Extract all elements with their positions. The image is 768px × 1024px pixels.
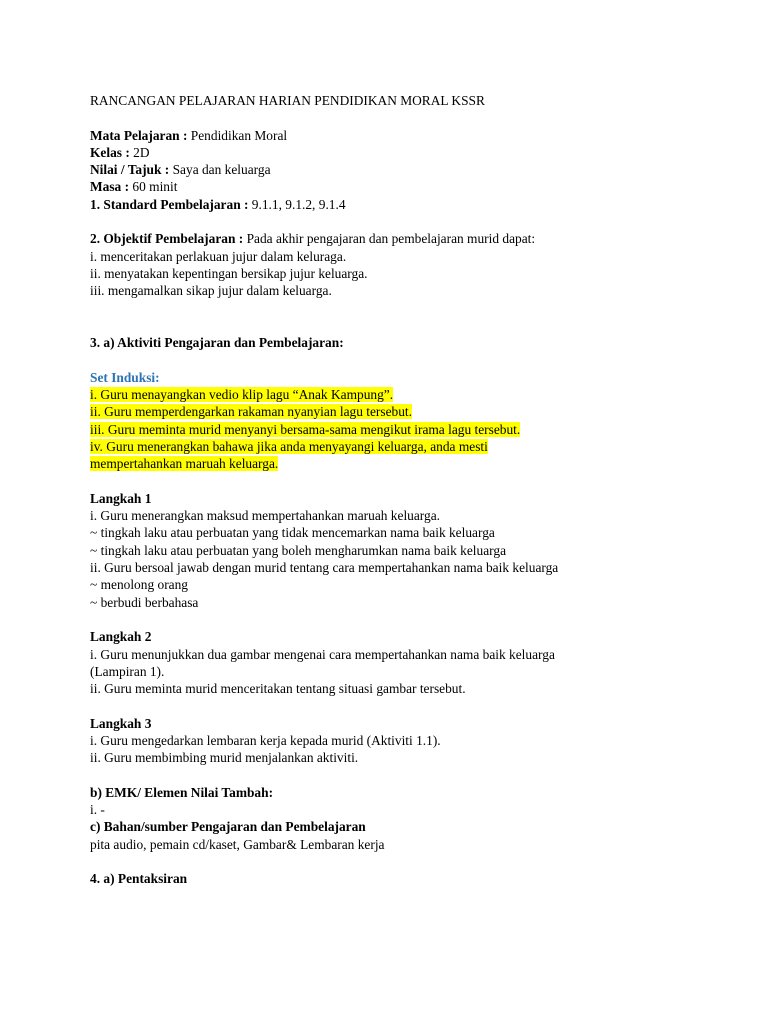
set-induksi-heading: Set Induksi: bbox=[90, 369, 160, 385]
langkah2-item: (Lampiran 1). bbox=[90, 663, 165, 679]
set-induksi-item bbox=[90, 455, 710, 472]
objektif-item: ii. menyatakan kepentingan bersikap jujur keluarga. bbox=[90, 265, 368, 281]
objektif-intro: Pada akhir pengajaran dan pembelajaran murid dapat: bbox=[243, 231, 536, 247]
set-induksi-item bbox=[90, 421, 710, 438]
langkah3-item: i. Guru mengedarkan lembaran kerja kepada murid (Aktiviti 1.1). bbox=[90, 732, 441, 748]
masa-label: Masa : bbox=[90, 179, 130, 195]
highlighted-text: mempertahankan maruah keluarga. bbox=[90, 456, 279, 472]
standard-pembelajaran-line bbox=[90, 196, 710, 213]
kelas-label: Kelas : bbox=[90, 144, 130, 160]
pentaksiran-heading: 4. a) Pentaksiran bbox=[90, 871, 188, 887]
langkah1-item: ~ berbudi berbahasa bbox=[90, 594, 199, 610]
document-title: RANCANGAN PELAJARAN HARIAN PENDIDIKAN MORAL KSSR bbox=[90, 93, 485, 108]
emk-value: i. - bbox=[90, 802, 105, 818]
langkah3-item: ii. Guru membimbing murid menjalankan aktiviti. bbox=[90, 750, 359, 766]
langkah2-heading: Langkah 2 bbox=[90, 629, 152, 645]
highlighted-text: iv. Guru menerangkan bahawa jika anda menyayangi keluarga, anda mesti bbox=[90, 438, 488, 454]
nilai-tajuk-value: Saya dan keluarga bbox=[169, 162, 271, 178]
aktiviti-heading: 3. a) Aktiviti Pengajaran dan Pembelajaran: bbox=[90, 335, 344, 351]
mata-pelajaran-value: Pendidikan Moral bbox=[187, 127, 288, 143]
langkah1-item: ii. Guru bersoal jawab dengan murid tentang cara mempertahankan nama baik keluarga bbox=[90, 560, 559, 576]
document-body bbox=[90, 92, 710, 888]
langkah1-heading: Langkah 1 bbox=[90, 490, 152, 506]
objektif-item: i. menceritakan perlakuan jujur dalam keluraga. bbox=[90, 248, 347, 264]
set-induksi-item bbox=[90, 438, 710, 455]
langkah2-item: ii. Guru meminta murid menceritakan tentang situasi gambar tersebut. bbox=[90, 681, 466, 697]
highlighted-text: iii. Guru meminta murid menyanyi bersama-sama mengikut irama lagu tersebut. bbox=[90, 421, 521, 437]
langkah1-item: ~ tingkah laku atau perbuatan yang tidak mencemarkan nama baik keluarga bbox=[90, 525, 495, 541]
set-induksi-item bbox=[90, 386, 710, 403]
objektif-item: iii. mengamalkan sikap jujur dalam keluarga. bbox=[90, 283, 332, 299]
masa-value: 60 minit bbox=[129, 179, 178, 195]
masa-line bbox=[90, 178, 710, 195]
mata-pelajaran-line bbox=[90, 127, 710, 144]
bahan-heading: c) Bahan/sumber Pengajaran dan Pembelajaran bbox=[90, 819, 366, 835]
nilai-tajuk-label: Nilai / Tajuk : bbox=[90, 162, 170, 178]
emk-heading: b) EMK/ Elemen Nilai Tambah: bbox=[90, 784, 274, 800]
langkah1-item: i. Guru menerangkan maksud mempertahankan maruah keluarga. bbox=[90, 508, 441, 524]
bahan-value: pita audio, pemain cd/kaset, Gambar& Lembaran kerja bbox=[90, 836, 385, 852]
objektif-label: 2. Objektif Pembelajaran : bbox=[90, 231, 244, 247]
langkah2-item: i. Guru menunjukkan dua gambar mengenai cara mempertahankan nama baik keluarga bbox=[90, 646, 555, 662]
highlighted-text: ii. Guru memperdengarkan rakaman nyanyian lagu tersebut. bbox=[90, 404, 413, 420]
standard-pembelajaran-label: 1. Standard Pembelajaran : bbox=[90, 196, 249, 212]
highlighted-text: i. Guru menayangkan vedio klip lagu “Anak Kampung”. bbox=[90, 387, 394, 403]
mata-pelajaran-label: Mata Pelajaran : bbox=[90, 127, 188, 143]
langkah1-item: ~ menolong orang bbox=[90, 577, 188, 593]
langkah3-heading: Langkah 3 bbox=[90, 715, 152, 731]
langkah1-item: ~ tingkah laku atau perbuatan yang boleh mengharumkan nama baik keluarga bbox=[90, 542, 507, 558]
standard-pembelajaran-value: 9.1.1, 9.1.2, 9.1.4 bbox=[248, 196, 346, 212]
objektif-line bbox=[90, 230, 710, 247]
kelas-line bbox=[90, 144, 710, 161]
kelas-value: 2D bbox=[129, 144, 150, 160]
set-induksi-item bbox=[90, 403, 710, 420]
nilai-tajuk-line bbox=[90, 161, 710, 178]
